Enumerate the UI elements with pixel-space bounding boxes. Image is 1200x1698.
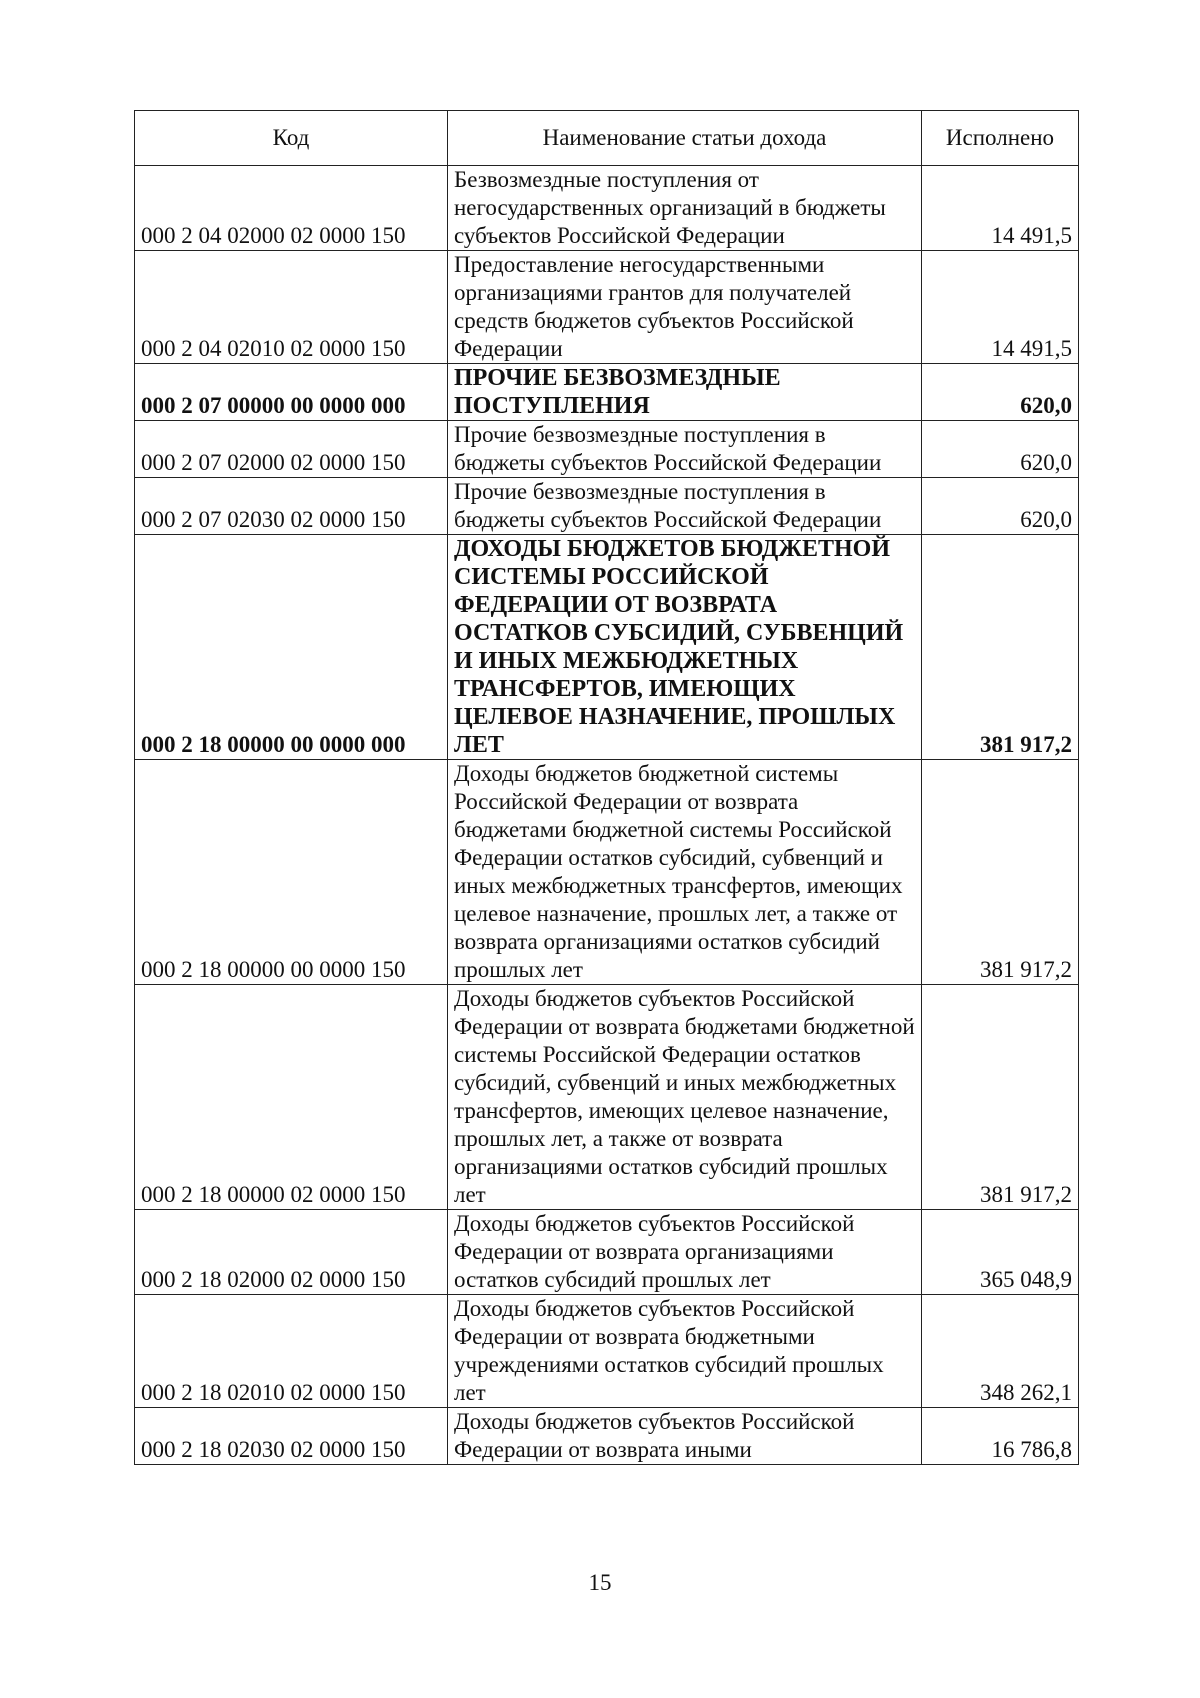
- table-row: [135, 535, 1079, 760]
- row-code: 000 2 18 00000 02 0000 150: [135, 985, 448, 1210]
- row-name: Прочие безвозмездные поступления в бюджеты субъектов Российской Федерации: [448, 478, 922, 535]
- header-name: Наименование статьи дохода: [448, 111, 922, 166]
- table-row: [135, 364, 1079, 421]
- row-name: Доходы бюджетов субъектов Российской Федерации от возврата бюджетами бюджетной системы Российской Федерации остатков субсидий, субвенций и иных межбюджетных трансфертов, имеющих целевое назначение, прошлых лет, а также от возврата организациями остатков субсидий прошлых лет: [448, 985, 922, 1210]
- row-code: 000 2 04 02000 02 0000 150: [135, 166, 448, 251]
- row-amount: 14 491,5: [922, 166, 1079, 251]
- row-amount: 381 917,2: [922, 985, 1079, 1210]
- table-header: [135, 111, 1079, 166]
- row-code: 000 2 07 00000 00 0000 000: [135, 364, 448, 421]
- table-row: [135, 1295, 1079, 1408]
- row-code: 000 2 18 02030 02 0000 150: [135, 1408, 448, 1465]
- row-name: Доходы бюджетов бюджетной системы Российской Федерации от возврата бюджетами бюджетной системы Российской Федерации остатков субсидий, субвенций и иных межбюджетных трансфертов, имеющих целевое назначение, прошлых лет, а также от возврата организациями остатков субсидий прошлых лет: [448, 760, 922, 985]
- row-code: 000 2 07 02000 02 0000 150: [135, 421, 448, 478]
- table-row: [135, 421, 1079, 478]
- table-row: [135, 478, 1079, 535]
- row-code: 000 2 18 00000 00 0000 000: [135, 535, 448, 760]
- table-row: [135, 166, 1079, 251]
- table-body: [135, 166, 1079, 1465]
- page-number: 15: [588, 1570, 612, 1595]
- row-name: Доходы бюджетов субъектов Российской Федерации от возврата организациями остатков субсидий прошлых лет: [448, 1210, 922, 1295]
- row-amount: 620,0: [922, 364, 1079, 421]
- row-code: 000 2 07 02030 02 0000 150: [135, 478, 448, 535]
- row-amount: 348 262,1: [922, 1295, 1079, 1408]
- row-amount: 381 917,2: [922, 760, 1079, 985]
- row-code: 000 2 04 02010 02 0000 150: [135, 251, 448, 364]
- row-amount: 14 491,5: [922, 251, 1079, 364]
- table-row: [135, 760, 1079, 985]
- row-amount: 381 917,2: [922, 535, 1079, 760]
- table-row: [135, 1210, 1079, 1295]
- row-name: ПРОЧИЕ БЕЗВОЗМЕЗДНЫЕ ПОСТУПЛЕНИЯ: [448, 364, 922, 421]
- header-amount: Исполнено: [922, 111, 1079, 166]
- row-name: Предоставление негосударственными организациями грантов для получателей средств бюджетов субъектов Российской Федерации: [448, 251, 922, 364]
- table-header-row: [135, 111, 1079, 166]
- row-name: ДОХОДЫ БЮДЖЕТОВ БЮДЖЕТНОЙ СИСТЕМЫ РОССИЙСКОЙ ФЕДЕРАЦИИ ОТ ВОЗВРАТА ОСТАТКОВ СУБСИДИЙ, СУБВЕНЦИЙ И ИНЫХ МЕЖБЮДЖЕТНЫХ ТРАНСФЕРТОВ, ИМЕЮЩИХ ЦЕЛЕВОЕ НАЗНАЧЕНИЕ, ПРОШЛЫХ ЛЕТ: [448, 535, 922, 760]
- row-name: Доходы бюджетов субъектов Российской Федерации от возврата бюджетными учреждениями остатков субсидий прошлых лет: [448, 1295, 922, 1408]
- row-name: Доходы бюджетов субъектов Российской Федерации от возврата иными: [448, 1408, 922, 1465]
- row-amount: 620,0: [922, 478, 1079, 535]
- row-amount: 620,0: [922, 421, 1079, 478]
- row-code: 000 2 18 02000 02 0000 150: [135, 1210, 448, 1295]
- row-amount: 16 786,8: [922, 1408, 1079, 1465]
- table-row: [135, 1408, 1079, 1465]
- row-code: 000 2 18 02010 02 0000 150: [135, 1295, 448, 1408]
- header-code: Код: [135, 111, 448, 166]
- table-row: [135, 985, 1079, 1210]
- row-name: Прочие безвозмездные поступления в бюджеты субъектов Российской Федерации: [448, 421, 922, 478]
- table-row: [135, 251, 1079, 364]
- revenue-table: [134, 110, 1079, 1465]
- row-code: 000 2 18 00000 00 0000 150: [135, 760, 448, 985]
- row-name: Безвозмездные поступления от негосударственных организаций в бюджеты субъектов Российской Федерации: [448, 166, 922, 251]
- row-amount: 365 048,9: [922, 1210, 1079, 1295]
